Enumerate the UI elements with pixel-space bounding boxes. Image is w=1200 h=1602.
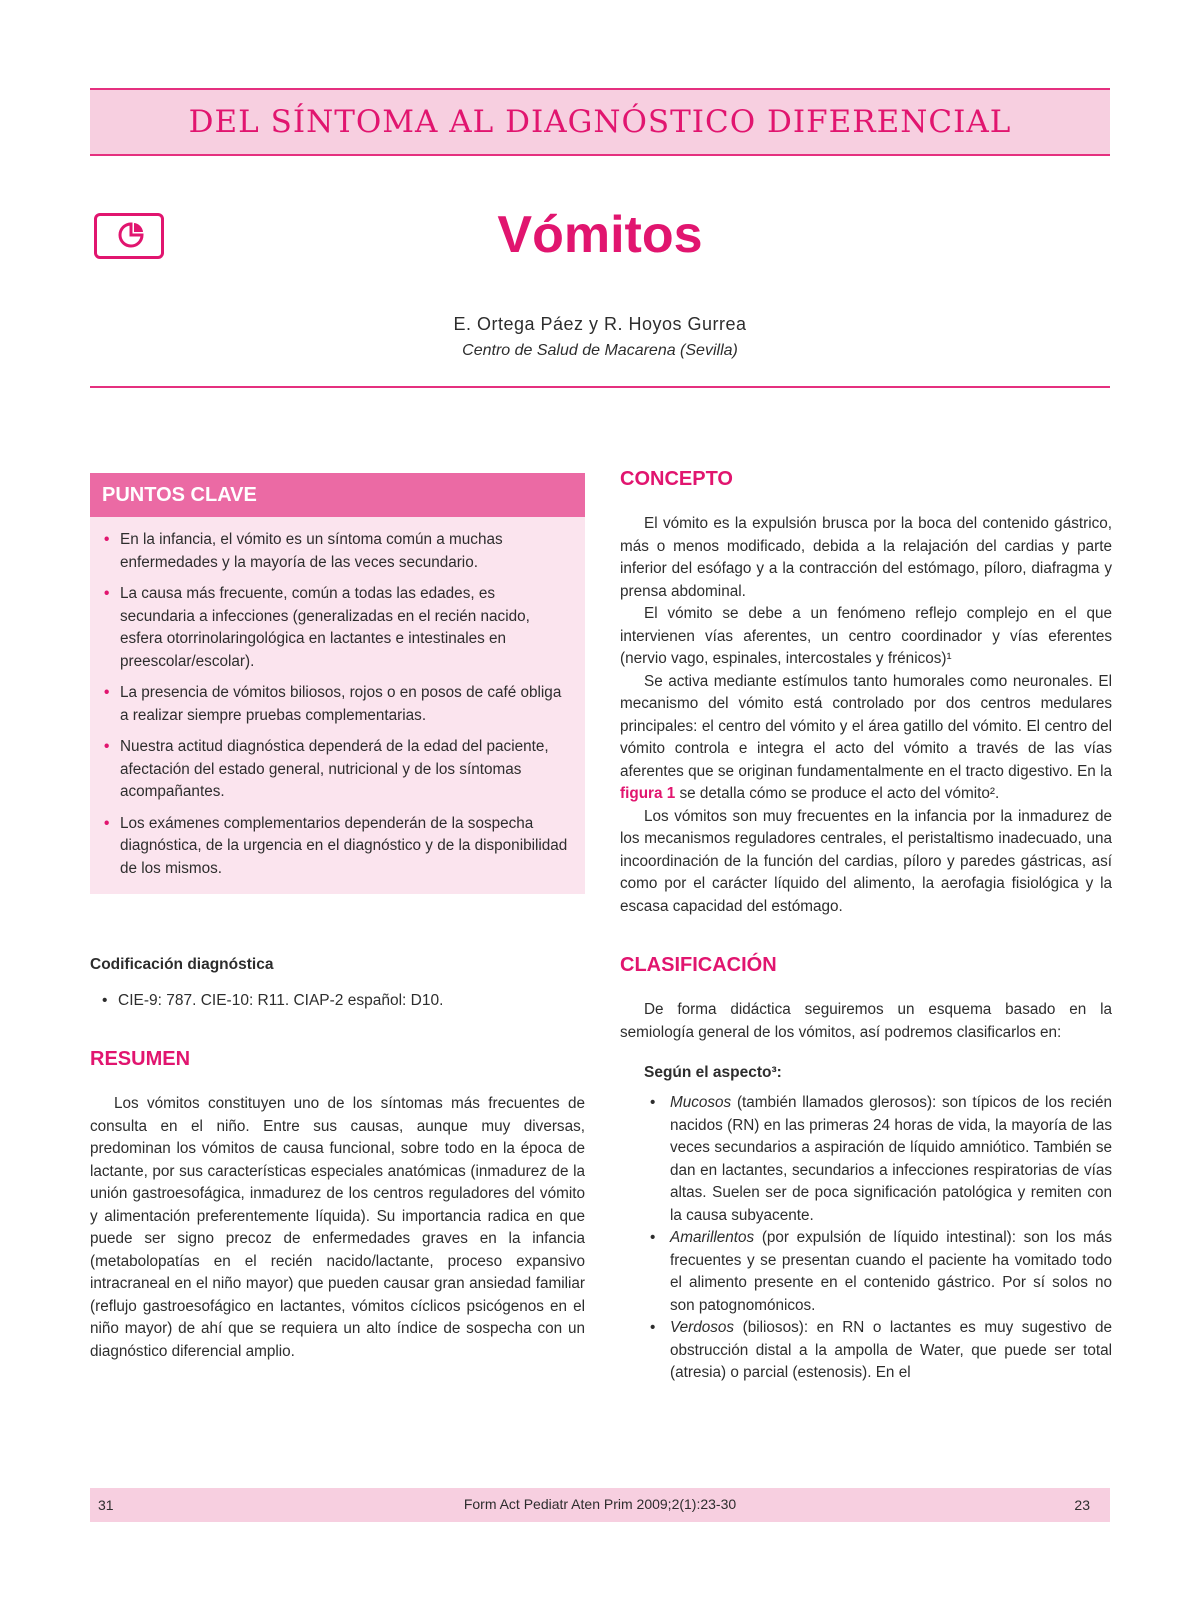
key-point-item: • Los exámenes complementarios dependerán de la sospecha diagnóstica, de la urgencia en el diagnóstico y de la disponibilidad de los mismos. <box>104 813 571 881</box>
classification-text: (también llamados glerosos): son típicos de los recién nacidos (RN) en las primeras 24 horas de vida, la mayoría de las veces secundarios a aspiración de líquido amniótico. También se dan en lactantes, secundarios a infecciones respiratorias de vías altas. Suelen ser de poca significación patológica y remiten con la causa subyacente. <box>670 1094 1112 1224</box>
classification-list <box>620 1092 1112 1385</box>
concept-text: se detalla cómo se produce el acto del vómito². <box>679 785 1000 802</box>
left-column <box>90 473 585 1363</box>
article-title: Vómitos <box>497 206 703 264</box>
classification-intro: De forma didáctica seguiremos un esquema basado en la semiología general de los vómitos, así podremos clasificarlos en: <box>620 1001 1112 1041</box>
key-point-item: • La presencia de vómitos biliosos, rojos o en posos de café obliga a realizar siempre pruebas complementarias. <box>104 682 571 727</box>
classification-item <box>620 1092 1112 1227</box>
key-points-list <box>90 517 585 894</box>
concept-text: Se activa mediante estímulos tanto humorales como neuronales. El mecanismo del vómito está controlado por dos centros medulares principales: el centro del vómito y el área gatillo del vómito. El centro del vómito controla e integra el acto del vómito a través de las vías aferentes que se originan fundamentalmente en el tracto digestivo. En la <box>620 672 1112 780</box>
figure-link[interactable]: figura 1 <box>620 785 676 802</box>
classification-item <box>620 1227 1112 1317</box>
classification-item <box>620 1317 1112 1385</box>
header-divider <box>90 386 1110 388</box>
concept-paragraph: Los vómitos son muy frecuentes en la infancia por la inmadurez de los mecanismos reguladores centrales, el peristaltismo inadecuado, una incoordinación de la función del cardias, píloro y paredes gástricas, así como por el carácter líquido del alimento, la aerofagia fisiológica y la escasa capacidad del estómago. <box>620 807 1112 915</box>
footer-right-page: 23 <box>1074 1497 1090 1513</box>
key-point-item: • La causa más frecuente, común a todas las edades, es secundaria a infecciones (generalizadas en el recién nacido, esfera otorrinolaringológica en lactantes e intestinales en preescolar/escolar). <box>104 583 571 673</box>
classification-heading: CLASIFICACIÓN <box>620 954 777 976</box>
affiliation: Centro de Salud de Macarena (Sevilla) <box>462 342 738 359</box>
classification-term: Amarillentos <box>670 1229 755 1246</box>
concept-heading: CONCEPTO <box>620 468 733 490</box>
footer-citation: Form Act Pediatr Aten Prim 2009;2(1):23-30 <box>463 1496 737 1512</box>
classification-text: (por expulsión de líquido intestinal): son los más frecuentes y se presentan cuando el paciente ha vomitado todo el alimento presente en el contenido gástrico. Por sí solos no son patognomónicos. <box>670 1229 1113 1314</box>
concept-paragraph: El vómito es la expulsión brusca por la boca del contenido gástrico, más o menos modificado, debida a la relajación del cardias y parte inferior del esófago y a la contracción del estómago, píloro, diafragma y prensa abdominal. <box>620 515 1112 600</box>
key-points-box <box>90 473 585 894</box>
classification-text: (biliosos): en RN o lactantes es muy sugestivo de obstrucción distal a la ampolla de Water, que puede ser total (atresia) o parcial (estenosis). En el <box>670 1319 1112 1381</box>
authors: E. Ortega Páez y R. Hoyos Gurrea <box>453 314 747 334</box>
section-banner <box>90 88 1110 156</box>
coding-heading: Codificación diagnóstica <box>90 956 274 973</box>
page-footer <box>90 1488 1110 1522</box>
classification-subheading: Según el aspecto³: <box>644 1064 782 1081</box>
footer-left-page: 31 <box>98 1497 114 1513</box>
concept-paragraph: El vómito se debe a un fenómeno reflejo complejo en el que intervienen vías aferentes, un centro coordinador y vías eferentes (nervio vago, espinales, intercostales y frénicos)¹ <box>620 605 1112 667</box>
right-column <box>620 468 1112 1385</box>
concept-paragraph <box>620 671 1112 806</box>
classification-term: Mucosos <box>670 1094 732 1111</box>
key-point-item: • En la infancia, el vómito es un síntoma común a muchas enfermedades y la mayoría de las veces secundario. <box>104 529 571 574</box>
section-banner-text: DEL SÍNTOMA AL DIAGNÓSTICO DIFERENCIAL <box>188 104 1012 140</box>
summary-text: Los vómitos constituyen uno de los síntomas más frecuentes de consulta en el niño. Entre sus causas, aunque muy diversas, predominan los vómitos de causa funcional, sobre todo en la época de lactante, por sus características especiales anatómicas (inmadurez de la unión gastroesofágica, inmadurez de los centros reguladores del vómito y alimentación preferentemente líquida). Su importancia radica en que puede ser signo precoz de enfermedades graves en la infancia (metabolopatías en el recién nacido/lactante, proceso expansivo intracraneal en el niño mayor) que pueden causar gran ansiedad familiar (reflujo gastroesofágico en lactantes, vómitos cíclicos psicógenos en el niño mayor) de ahí que se requiera un alto índice de sospecha con un diagnóstico diferencial amplio. <box>90 1095 585 1360</box>
key-point-item: • Nuestra actitud diagnóstica dependerá de la edad del paciente, afectación del estado general, nutricional y de los síntomas acompañantes. <box>104 736 571 804</box>
coding-item: • CIE-9: 787. CIE-10: R11. CIAP-2 español: D10. <box>90 992 585 1010</box>
key-points-heading: PUNTOS CLAVE <box>90 473 585 517</box>
classification-term: Verdosos <box>670 1319 735 1336</box>
summary-heading: RESUMEN <box>90 1048 191 1070</box>
